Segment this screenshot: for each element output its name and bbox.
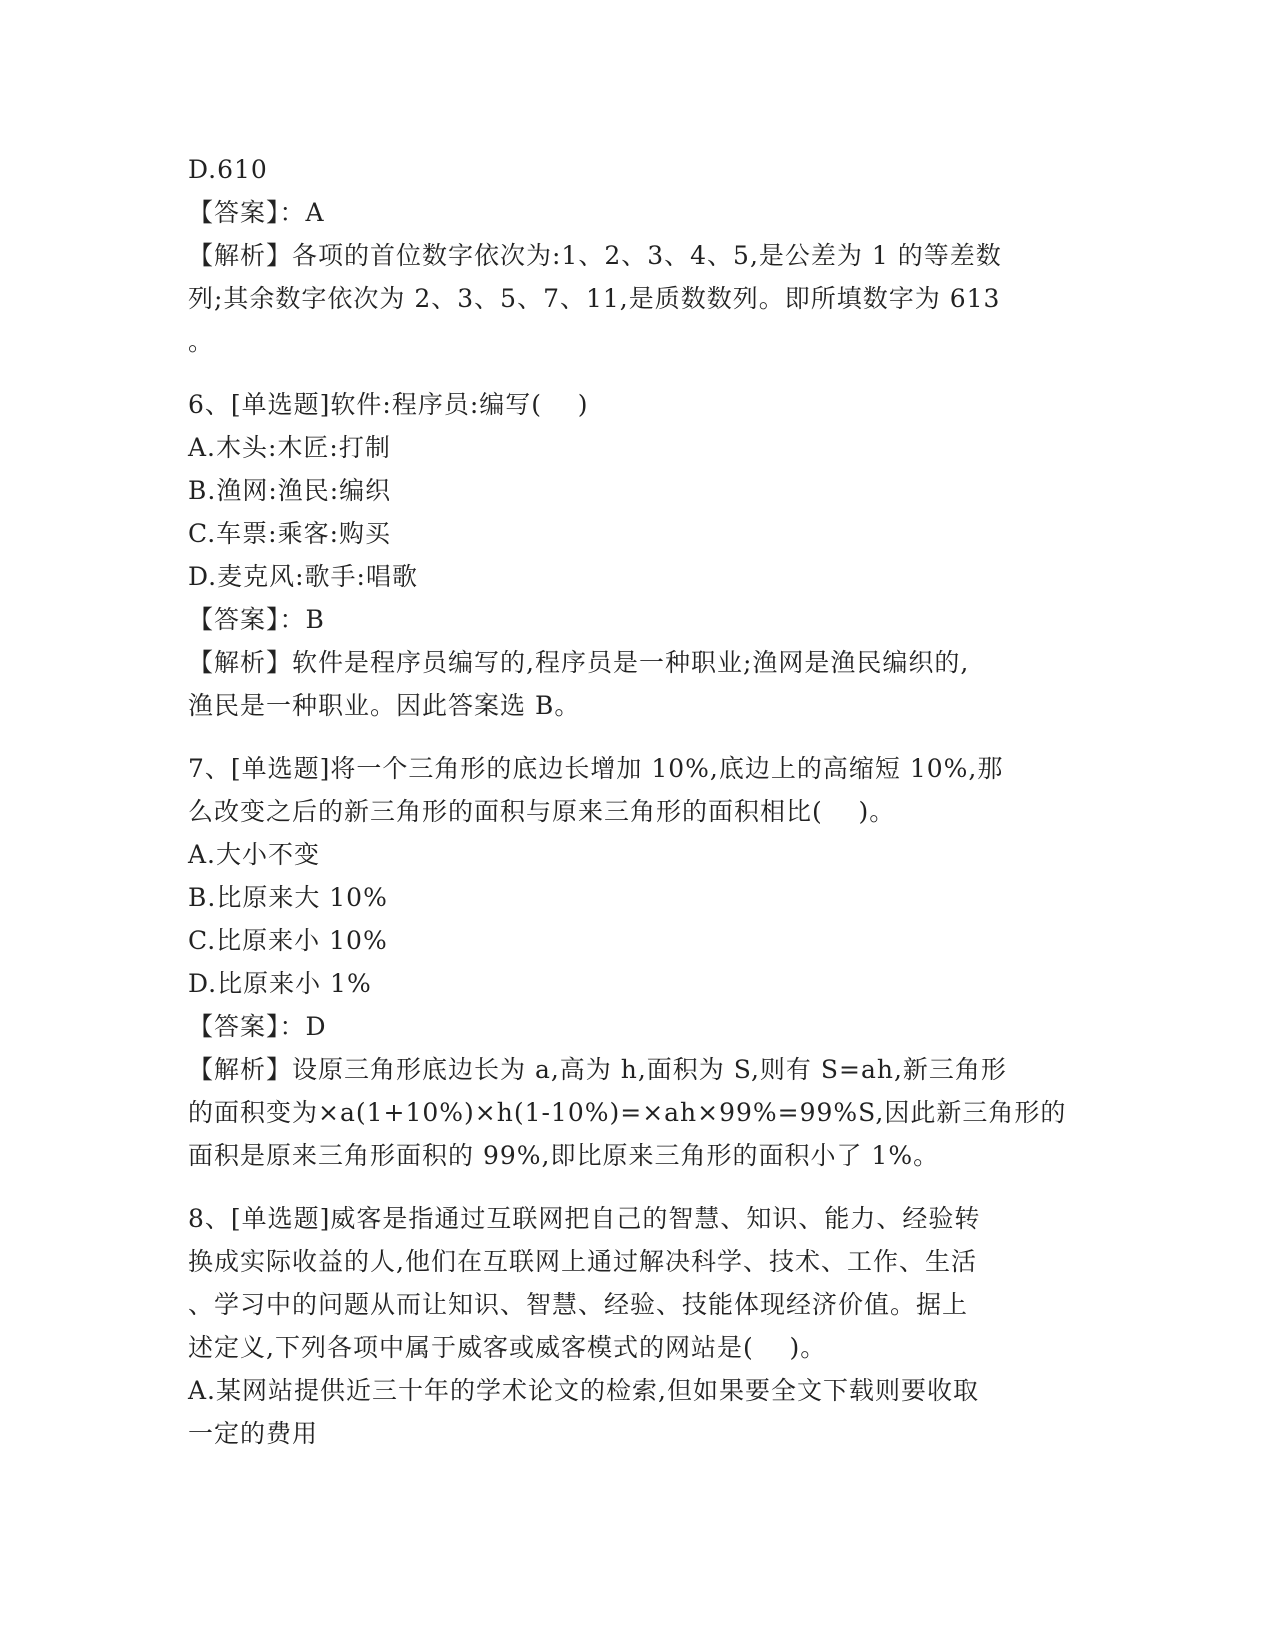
spacer <box>188 1177 1088 1197</box>
question-stem: 8、[单选题]威客是指通过互联网把自己的智慧、知识、能力、经验转 <box>188 1204 981 1233</box>
option-c: C.车票:乘客:购买 <box>188 519 392 548</box>
spacer <box>188 727 1088 747</box>
option-b: B.渔网:渔民:编织 <box>188 476 392 505</box>
question-5-tail <box>188 148 1088 363</box>
explanation-line: 【解析】各项的首位数字依次为:1、2、3、4、5,是公差为 1 的等差数 <box>188 241 1002 270</box>
question-stem: 7、[单选题]将一个三角形的底边长增加 10%,底边上的高缩短 10%,那 <box>188 754 1004 783</box>
answer: 【答案】：A <box>188 198 325 227</box>
option-a: 一定的费用 <box>188 1419 319 1448</box>
question-6 <box>188 383 1088 727</box>
option-d: D.610 <box>188 155 268 184</box>
explanation-line: 。 <box>188 327 215 356</box>
explanation-line: 【解析】设原三角形底边长为 a,高为 h,面积为 S,则有 S=ah,新三角形 <box>188 1055 1007 1084</box>
option-d: D.比原来小 1% <box>188 969 372 998</box>
answer: 【答案】：B <box>188 605 325 634</box>
explanation-line: 面积是原来三角形面积的 99%,即比原来三角形的面积小了 1%。 <box>188 1141 940 1170</box>
question-stem: 述定义,下列各项中属于威客或威客模式的网站是( )。 <box>188 1333 827 1362</box>
question-stem: 、学习中的问题从而让知识、智慧、经验、技能体现经济价值。据上 <box>188 1290 969 1319</box>
question-8 <box>188 1197 1088 1455</box>
question-7 <box>188 747 1088 1177</box>
explanation-line: 列;其余数字依次为 2、3、5、7、11,是质数数列。即所填数字为 613 <box>188 284 1001 313</box>
option-c: C.比原来小 10% <box>188 926 388 955</box>
option-b: B.比原来大 10% <box>188 883 388 912</box>
option-a: A.大小不变 <box>188 840 321 869</box>
option-a: A.某网站提供近三十年的学术论文的检索,但如果要全文下载则要收取 <box>188 1376 979 1405</box>
explanation-line: 【解析】软件是程序员编写的,程序员是一种职业;渔网是渔民编织的, <box>188 648 970 677</box>
explanation-line: 的面积变为×a(1+10%)×h(1-10%)=×ah×99%=99%S,因此新三角形的 <box>188 1098 1067 1127</box>
document-body <box>188 148 1088 1455</box>
question-stem: 么改变之后的新三角形的面积与原来三角形的面积相比( )。 <box>188 797 896 826</box>
question-stem: 6、[单选题]软件:程序员:编写( ) <box>188 390 589 419</box>
option-a: A.木头:木匠:打制 <box>188 433 391 462</box>
answer: 【答案】：D <box>188 1012 327 1041</box>
explanation-line: 渔民是一种职业。因此答案选 B。 <box>188 691 581 720</box>
spacer <box>188 363 1088 383</box>
question-stem: 换成实际收益的人,他们在互联网上通过解决科学、技术、工作、生活 <box>188 1247 977 1276</box>
option-d: D.麦克风:歌手:唱歌 <box>188 562 418 591</box>
